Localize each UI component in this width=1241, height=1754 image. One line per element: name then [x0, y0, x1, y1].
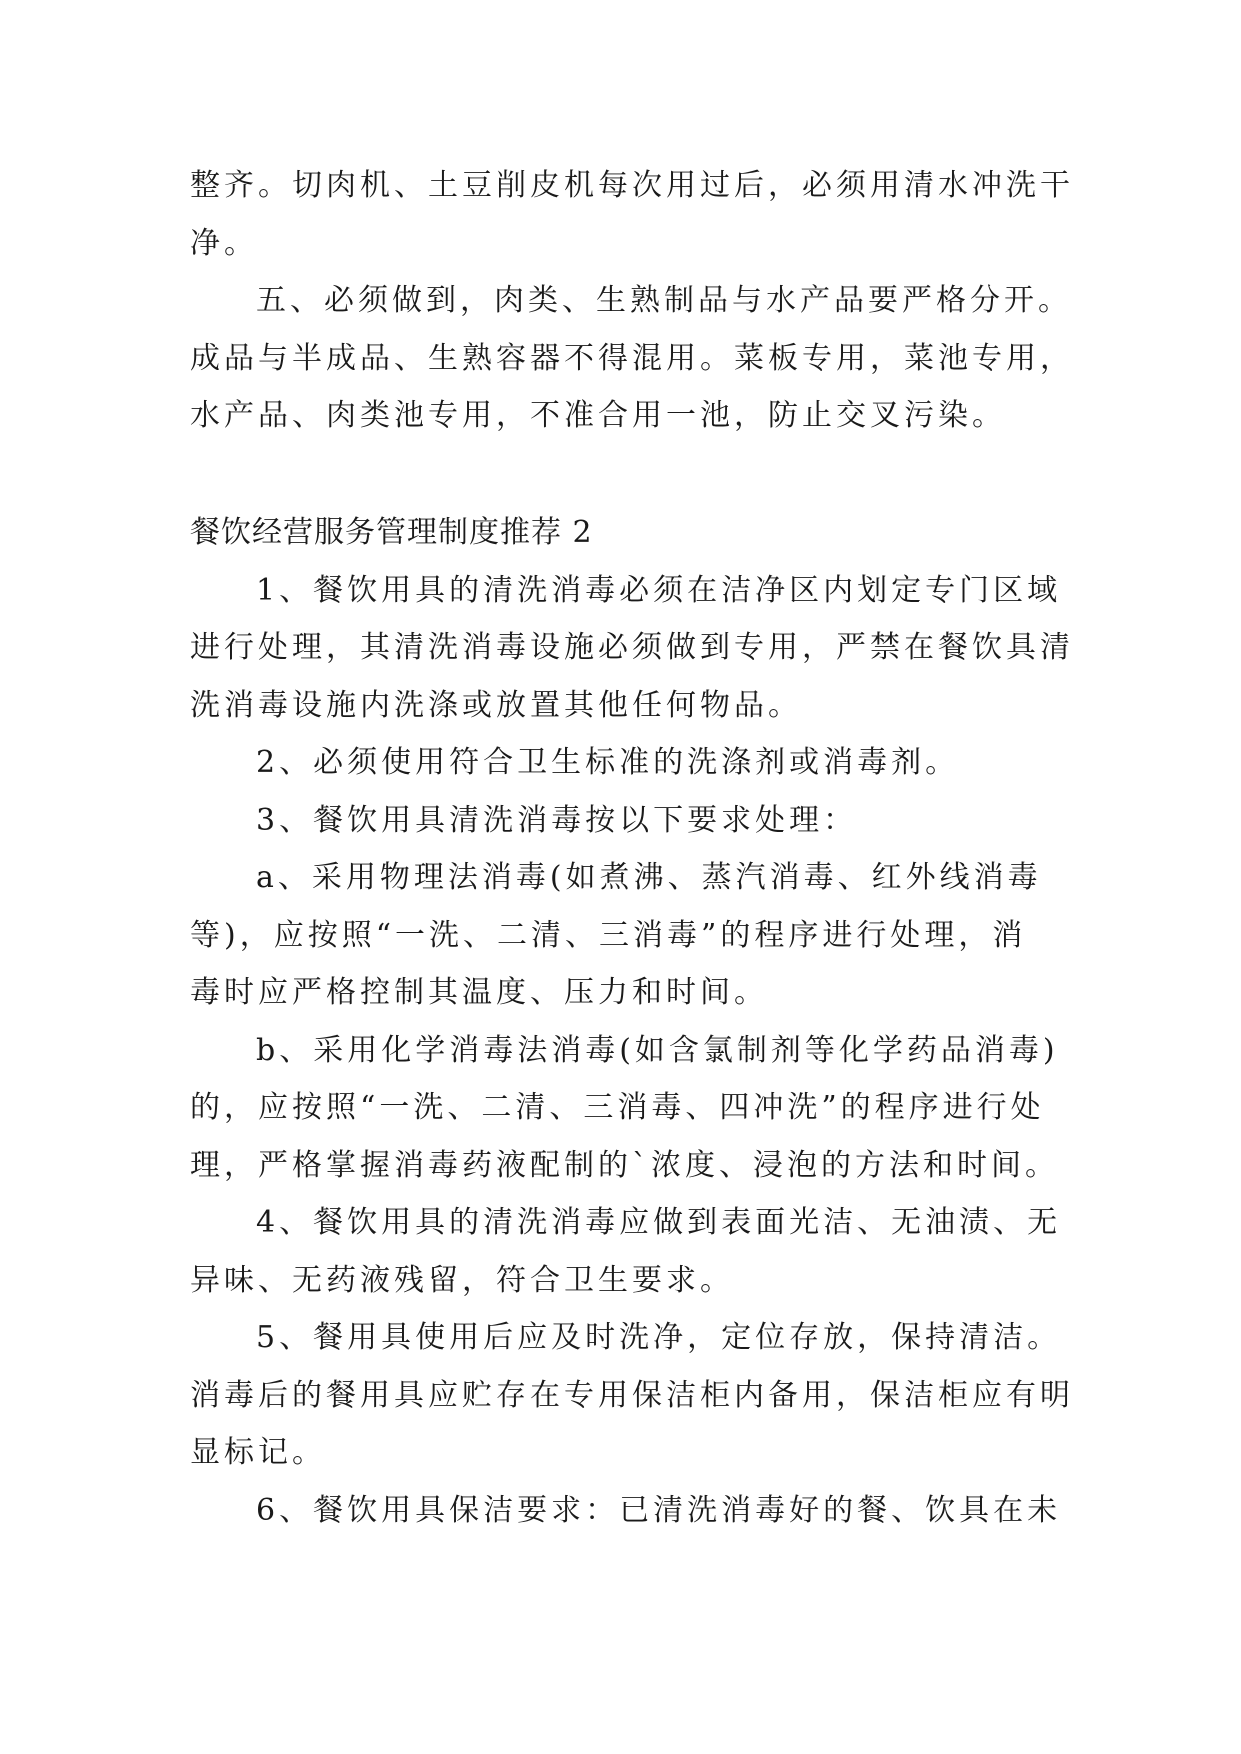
text-line: 进行处理，其清洗消毒设施必须做到专用，严禁在餐饮具清 [190, 630, 1074, 665]
text-line: b、采用化学消毒法消毒(如含氯制剂等化学药品消毒) [256, 1033, 1059, 1068]
text-line: 净。 [190, 226, 258, 261]
text-line: 2、必须使用符合卫生标准的洗涤剂或消毒剂。 [256, 745, 960, 780]
text-line: 水产品、肉类池专用，不准合用一池，防止交叉污染。 [190, 398, 1006, 433]
text-line: 1、餐饮用具的清洗消毒必须在洁净区内划定专门区域 [256, 573, 1062, 608]
text-line: 消毒后的餐用具应贮存在专用保洁柜内备用，保洁柜应有明 [190, 1378, 1074, 1413]
text-line: 洗消毒设施内洗涤或放置其他任何物品。 [190, 688, 802, 723]
text-line: 整齐。切肉机、土豆削皮机每次用过后，必须用清水冲洗干 [190, 168, 1074, 203]
text-line: 的，应按照“一洗、二清、三消毒、四冲洗”的程序进行处 [190, 1090, 1045, 1125]
text-line: 等)，应按照“一洗、二清、三消毒”的程序进行处理，消 [190, 918, 1027, 953]
text-line: 6、餐饮用具保洁要求：已清洗消毒好的餐、饮具在未 [256, 1493, 1062, 1528]
text-line: 显标记。 [190, 1435, 326, 1470]
text-line: 毒时应严格控制其温度、压力和时间。 [190, 975, 768, 1010]
text-line: 理，严格掌握消毒药液配制的`浓度、浸泡的方法和时间。 [190, 1148, 1059, 1183]
text-line: 成品与半成品、生熟容器不得混用。菜板专用，菜池专用， [190, 341, 1074, 376]
section-heading: 餐饮经营服务管理制度推荐 2 [190, 515, 593, 550]
text-line: 5、餐用具使用后应及时洗净，定位存放，保持清洁。 [256, 1320, 1062, 1355]
text-line: 异味、无药液残留，符合卫生要求。 [190, 1263, 734, 1298]
text-line: a、采用物理法消毒(如煮沸、蒸汽消毒、红外线消毒 [256, 860, 1042, 895]
text-line: 五、必须做到，肉类、生熟制品与水产品要严格分开。 [256, 283, 1072, 318]
text-line: 4、餐饮用具的清洗消毒应做到表面光洁、无油渍、无 [256, 1205, 1062, 1240]
text-line: 3、餐饮用具清洗消毒按以下要求处理： [256, 803, 858, 838]
